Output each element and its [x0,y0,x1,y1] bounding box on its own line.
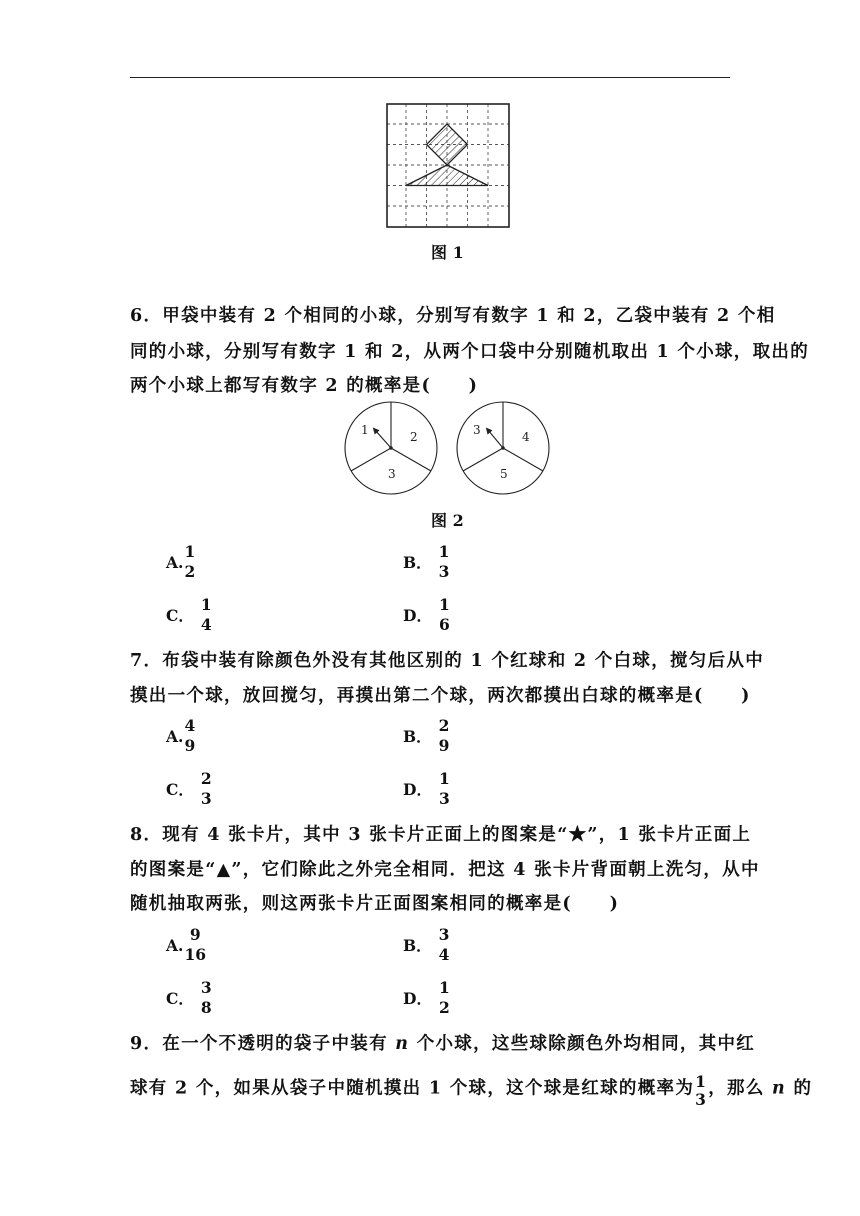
q9-line2-text-a: 球有 2 个，如果从袋子中随机摸出 1 个球，这个球是红球的概率为 [130,1078,695,1099]
q9-line1-text-b: 个小球，这些球除颜色外均相同，其中红 [409,1034,756,1054]
spinner-left-label-1: 1 [361,423,369,437]
option-label: D． [403,606,432,625]
spinner-right-label-3: 3 [473,423,481,437]
q6-option-c[interactable] [166,595,213,635]
fraction [200,978,213,1018]
q7-option-a[interactable] [166,716,196,756]
fraction [200,769,213,809]
hatched-diamond [427,124,468,165]
variable-n: n [395,1034,410,1054]
inline-fraction [695,1073,707,1109]
fraction [183,716,196,756]
q7-line-1: 7．布袋中装有除颜色外没有其他区别的 1 个红球和 2 个白球，搅匀后从中 [130,651,764,671]
figure1-caption: 图 1 [431,243,464,262]
denominator: 3 [438,789,450,808]
option-label: C． [166,606,194,625]
denominator: 2 [438,998,450,1017]
q9-line2-text-b: ，那么 [708,1078,773,1099]
denominator: 4 [200,615,212,634]
q9-line2-text-c: 的 [786,1078,813,1099]
q8-line-3: 随机抽取两张，则这两张卡片正面图案相同的概率是( ) [130,894,620,914]
fraction [438,978,451,1018]
hatched-triangle [406,165,488,186]
numerator: 1 [438,769,450,788]
q6-line-3: 两个小球上都写有数字 2 的概率是( ) [130,376,479,396]
q8-line-2: 的图案是“▲”，它们除此之外完全相同．把这 4 张卡片背面朝上洗匀，从中 [130,860,760,880]
option-label: B． [403,727,432,746]
numerator: 4 [184,716,196,735]
option-label: A. [166,552,184,572]
q8-option-d[interactable] [403,978,451,1018]
numerator: 2 [438,716,450,735]
option-label: B． [403,936,432,955]
fraction [183,925,207,965]
denominator: 3 [438,562,450,581]
fraction [438,925,451,965]
q7-option-b[interactable] [403,716,450,756]
numerator: 1 [200,595,212,614]
q8-option-c[interactable] [166,978,213,1018]
option-label: D． [403,780,432,799]
header-rule [130,77,730,78]
numerator: 1 [438,595,450,614]
option-label: C． [166,780,194,799]
fraction [438,716,451,756]
fraction [438,769,451,809]
q7-option-d[interactable] [403,769,451,809]
q6-line-2: 同的小球，分别写有数字 1 和 2，从两个口袋中分别随机取出 1 个小球，取出的 [130,342,809,362]
option-label: B． [403,553,432,572]
q8-option-a[interactable] [166,925,207,965]
denominator: 8 [200,998,212,1017]
numerator: 1 [438,542,450,561]
q9-line-1 [130,1030,755,1055]
spinner-left-label-3: 3 [388,467,396,481]
option-label: C． [166,989,194,1008]
q6-option-a[interactable] [166,542,196,582]
numerator: 1 [695,1072,708,1091]
figure2-spinners [338,396,558,496]
denominator: 6 [438,615,450,634]
q9-line-2 [130,1071,812,1107]
spinner-right-label-4: 4 [522,430,530,444]
denominator: 4 [438,945,450,964]
numerator: 1 [184,542,196,561]
q7-line-2: 摸出一个球，放回搅匀，再摸出第二个球，两次都摸出白球的概率是( ) [130,686,751,706]
denominator: 3 [695,1090,708,1109]
numerator: 9 [189,925,201,944]
denominator: 2 [184,562,196,581]
numerator: 2 [200,769,212,788]
q6-option-d[interactable] [403,595,451,635]
fraction [200,595,213,635]
figure2-caption: 图 2 [431,511,464,530]
numerator: 1 [438,978,450,997]
denominator: 3 [200,789,212,808]
option-label: A. [166,726,184,746]
q8-line-1: 8．现有 4 张卡片，其中 3 张卡片正面上的图案是“★”，1 张卡片正面上 [130,825,752,845]
q7-option-c[interactable] [166,769,213,809]
denominator: 9 [438,736,450,755]
q8-option-b[interactable] [403,925,450,965]
figure1-grid [386,103,510,228]
fraction [438,542,451,582]
denominator: 16 [184,945,207,964]
q6-line-1: 6．甲袋中装有 2 个相同的小球，分别写有数字 1 和 2，乙袋中装有 2 个相 [130,306,776,326]
spinner-left-label-2: 2 [410,430,418,444]
spinner-right-label-5: 5 [500,467,508,481]
fraction [183,542,196,582]
variable-n: n [772,1078,787,1099]
option-label: A. [166,935,184,955]
denominator: 9 [184,736,196,755]
numerator: 3 [438,925,450,944]
numerator: 3 [200,978,212,997]
fraction [438,595,451,635]
option-label: D． [403,989,432,1008]
q9-line1-text-a: 9．在一个不透明的袋子中装有 [130,1034,396,1054]
q6-option-b[interactable] [403,542,450,582]
